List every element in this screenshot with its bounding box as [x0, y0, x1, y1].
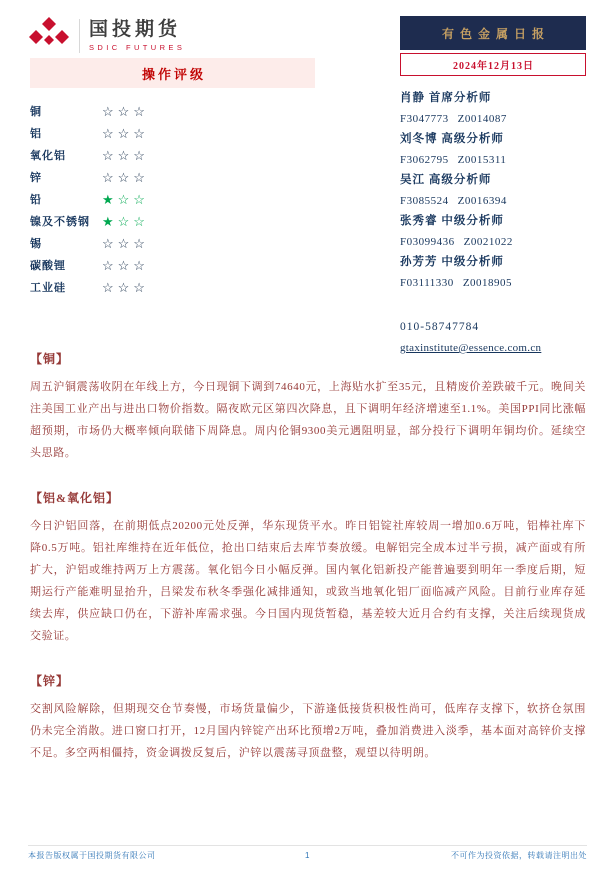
rating-row: [30, 122, 315, 144]
brand-logo-icon: [28, 16, 70, 55]
footer-copyright: 本报告版权属于国投期货有限公司: [28, 851, 156, 860]
analyst-code-f: F3047773: [400, 112, 449, 125]
logo-divider: [79, 19, 80, 53]
section-body: 周五沪铜震荡收阴在年线上方，今日现铜下调到74640元，上海贴水扩至35元，且精废价差跌破千元。晚间关注美国工业产出与进出口物价指数。隔夜欧元区第四次降息，且下调明年经济增速至1.1%。美国PPI同比涨幅超预期，市场仍大概率倾向联储下周降息。周内伦铜9300美元遇阻明显，部分投行下调明年铜均价。延续空头思路。: [30, 381, 586, 459]
ratings-header: 操作评级: [30, 58, 315, 88]
analyst-code-f: F3062795: [400, 153, 449, 166]
analyst-name-title: 张秀睿 中级分析师: [400, 215, 504, 227]
rating-stars: ★☆☆: [102, 213, 149, 229]
analyst-code-z: Z0018905: [462, 276, 513, 289]
rating-stars: ☆☆☆: [102, 103, 149, 119]
rating-row: [30, 144, 315, 166]
rating-row: [30, 166, 315, 188]
report-sections: [30, 350, 586, 789]
analyst-name-title: 刘冬博 高级分析师: [400, 133, 504, 145]
analyst-codes: [400, 109, 595, 130]
metal-name: 锡: [30, 238, 42, 250]
metal-name: 工业硅: [30, 282, 66, 294]
contact-email-link[interactable]: gtaxinstitute@essence.com.cn: [400, 342, 542, 354]
analyst-code-f: F3085524: [400, 194, 449, 207]
rating-stars: ☆☆☆: [102, 279, 149, 295]
analyst-code-z: Z0014087: [457, 112, 507, 125]
metal-name: 铅: [30, 194, 42, 206]
report-date: 2024年12月13日: [400, 53, 586, 76]
section-body: 交割风险解除，但期现交仓节奏慢，市场货量偏少，下游逢低接货积极性尚可，低库存支撑下，软挤仓氛围仍未完全消散。进口窗口打开，12月国内锌锭产出环比预增2万吨，叠加消费进入淡季，基本面对高锌价支撑不足。多空两相僵持，资金调拨反复后，沪锌以震荡寻顶盘整，观望以待明朗。: [30, 703, 586, 759]
metal-name: 铝: [30, 128, 42, 140]
brand-name-en: SDIC FUTURES: [89, 43, 186, 52]
metal-name: 锌: [30, 172, 42, 184]
rating-row: [30, 100, 315, 122]
metal-name: 碳酸锂: [30, 260, 66, 272]
metal-name: 镍及不锈钢: [30, 216, 90, 228]
brand-name-cn: 国投期货: [89, 19, 182, 40]
rating-stars: ☆☆☆: [102, 169, 149, 185]
analyst-name-title: 孙芳芳 中级分析师: [400, 256, 504, 268]
analyst-code-z: Z0015311: [457, 153, 507, 166]
report-section: [30, 672, 586, 764]
section-heading: 【锌】: [30, 674, 70, 688]
rating-row: [30, 210, 315, 232]
metal-name: 铜: [30, 106, 42, 118]
section-heading: 【铝&氧化铝】: [30, 491, 119, 505]
section-heading: 【铜】: [30, 352, 70, 366]
footer-page-number: 1: [305, 851, 310, 860]
ratings-panel: [30, 58, 315, 298]
section-body: 今日沪铝回落，在前期低点20200元处反弹，华东现货平水。昨日铝锭社库较周一增加0.6万吨，铝棒社库下降0.5万吨。铝社库维持在近年低位，抢出口结束后去库节奏放缓。电解铝完全成本过半亏损，减产面或有所扩大，沪铝或维持两万上方震荡。氧化铝今日小幅反弹。国内氧化铝新投产能普遍要到明年一季度后期，短期运行产能难明显抬升，吕梁发布秋冬季强化减排通知，或致当地氧化铝厂面临减产风险。目前行业库存延续去库，供应缺口仍在，下游补库需求强。今日国内现货暂稳，基差较大近月合约有支撑，关注后续现货成交验证。: [30, 520, 586, 642]
ratings-list: [30, 88, 315, 298]
metal-name: 氧化铝: [30, 150, 66, 162]
analyst-code-f: F03111330: [400, 276, 454, 289]
analyst-name-title: 吴江 高级分析师: [400, 174, 492, 186]
brand-logo-text: [89, 19, 185, 52]
analyst-codes: [400, 232, 595, 253]
footer-disclaimer: 不可作为投资依据，转载请注明出处: [451, 851, 588, 860]
brand-logo: [28, 16, 185, 55]
rating-row: [30, 254, 315, 276]
rating-stars: ★☆☆: [102, 191, 149, 207]
analyst-name-title: 肖静 首席分析师: [400, 92, 492, 104]
rating-stars: ☆☆☆: [102, 147, 149, 163]
analyst-codes: [400, 150, 595, 171]
rating-stars: ☆☆☆: [102, 257, 149, 273]
analyst-list: [400, 88, 595, 293]
analyst-codes: [400, 191, 595, 212]
contact-phone: 010-58747784: [400, 321, 480, 333]
rating-stars: ☆☆☆: [102, 235, 149, 251]
analyst-code-z: Z0021022: [463, 235, 513, 248]
report-title-block: [400, 16, 586, 76]
rating-row: [30, 232, 315, 254]
analyst-codes: [400, 273, 595, 294]
rating-stars: ☆☆☆: [102, 125, 149, 141]
report-section: [30, 350, 586, 464]
analyst-code-f: F03099436: [400, 235, 455, 248]
analysts-panel: [400, 88, 595, 359]
rating-row: [30, 276, 315, 298]
report-title: 有色金属日报: [400, 16, 586, 50]
rating-row: [30, 188, 315, 210]
page-footer: [28, 845, 587, 861]
report-section: [30, 489, 586, 647]
analyst-code-z: Z0016394: [457, 194, 507, 207]
